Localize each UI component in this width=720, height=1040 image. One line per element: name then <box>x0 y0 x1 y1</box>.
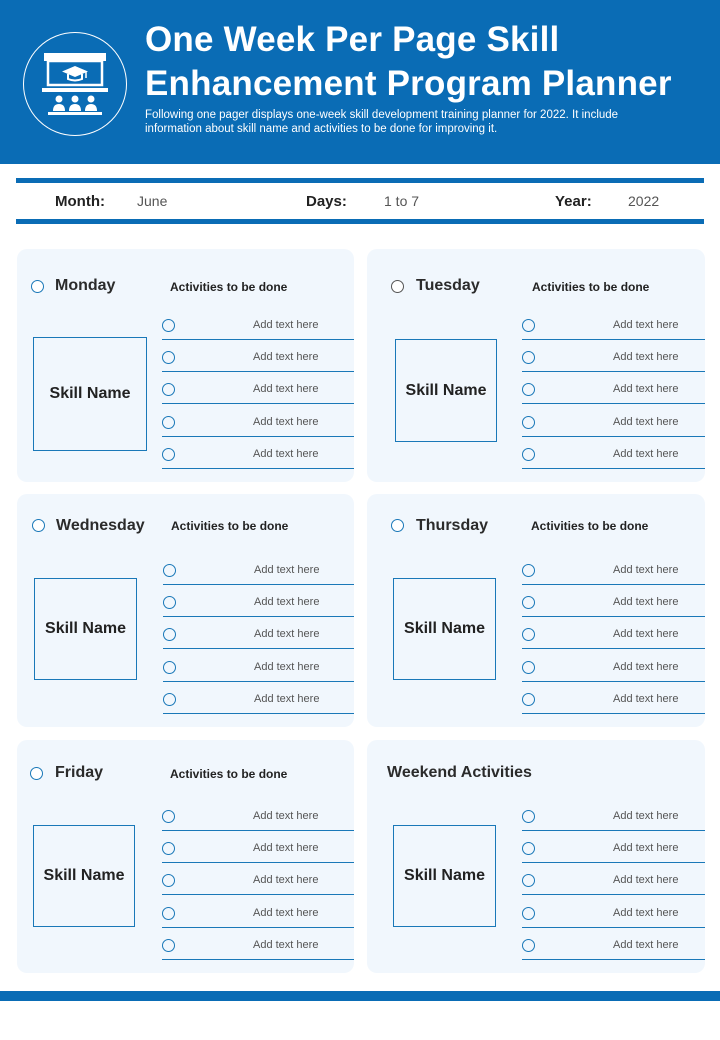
activity-row[interactable] <box>522 437 705 469</box>
header-banner <box>0 0 720 164</box>
activity-row[interactable] <box>162 340 354 372</box>
activities-heading: Activities to be done <box>171 519 289 533</box>
year-label: Year: <box>555 193 592 210</box>
activity-row[interactable] <box>162 831 354 863</box>
checkbox-circle-icon[interactable] <box>162 416 175 429</box>
activity-row[interactable] <box>522 372 705 404</box>
checkbox-circle-icon[interactable] <box>522 448 535 461</box>
activity-row[interactable] <box>162 863 354 895</box>
activity-text[interactable]: Add text here <box>253 907 319 919</box>
day-name: Monday <box>55 277 116 294</box>
checkbox-circle-icon[interactable] <box>162 939 175 952</box>
day-radio-icon[interactable] <box>31 280 44 293</box>
activity-row[interactable] <box>522 928 705 960</box>
skill-name: Skill Name <box>404 620 485 637</box>
activity-text[interactable]: Add text here <box>613 693 679 705</box>
activity-row[interactable] <box>522 308 705 340</box>
checkbox-circle-icon[interactable] <box>522 907 535 920</box>
skill-name: Skill Name <box>43 867 125 884</box>
checkbox-circle-icon[interactable] <box>163 661 176 674</box>
activity-text[interactable]: Add text here <box>613 319 679 331</box>
checkbox-circle-icon[interactable] <box>162 383 175 396</box>
checkbox-circle-icon[interactable] <box>522 810 535 823</box>
skill-name-box[interactable] <box>393 578 496 680</box>
checkbox-circle-icon[interactable] <box>163 596 176 609</box>
skill-name: Skill Name <box>404 867 485 884</box>
activity-text[interactable]: Add text here <box>253 842 319 854</box>
activity-text[interactable]: Add text here <box>253 351 319 363</box>
year-value[interactable]: 2022 <box>628 193 660 209</box>
activity-row[interactable] <box>162 799 354 831</box>
title-line-2: Enhancement Program Planner <box>145 64 672 103</box>
activity-row[interactable] <box>163 650 354 682</box>
activities-heading: Activities to be done <box>531 519 649 533</box>
checkbox-circle-icon[interactable] <box>162 448 175 461</box>
activity-row[interactable] <box>162 896 354 928</box>
checkbox-circle-icon[interactable] <box>162 842 175 855</box>
day-card-friday <box>17 740 354 973</box>
day-name: Weekend Activities <box>387 764 532 781</box>
skill-name-box[interactable] <box>34 578 137 680</box>
skill-name: Skill Name <box>405 381 487 399</box>
activity-text[interactable]: Add text here <box>253 939 319 951</box>
activity-row[interactable] <box>163 617 354 649</box>
day-card-thursday <box>367 494 705 727</box>
checkbox-circle-icon[interactable] <box>522 319 535 332</box>
activity-text[interactable]: Add text here <box>254 661 320 673</box>
activity-text[interactable]: Add text here <box>613 596 679 608</box>
checkbox-circle-icon[interactable] <box>522 661 535 674</box>
activity-row[interactable] <box>522 682 705 714</box>
info-bar <box>16 178 704 224</box>
day-name: Thursday <box>416 517 489 534</box>
activity-row[interactable] <box>162 437 354 469</box>
skill-name: Skill Name <box>45 620 126 637</box>
month-label: Month: <box>55 193 105 210</box>
subtitle-line-2: information about skill name and activities to be done for improving it. <box>145 123 498 135</box>
skill-name-box[interactable] <box>393 825 496 927</box>
activity-row[interactable] <box>522 799 705 831</box>
checkbox-circle-icon[interactable] <box>522 564 535 577</box>
activity-text[interactable]: Add text here <box>253 319 319 331</box>
day-radio-icon[interactable] <box>30 767 43 780</box>
checkbox-circle-icon[interactable] <box>163 628 176 641</box>
skill-name-box[interactable] <box>395 339 497 442</box>
day-card-monday <box>17 249 354 482</box>
day-radio-icon[interactable] <box>391 280 404 293</box>
activity-row[interactable] <box>162 308 354 340</box>
month-value[interactable]: June <box>137 193 168 209</box>
activity-text[interactable]: Add text here <box>613 628 679 640</box>
day-radio-icon[interactable] <box>391 519 404 532</box>
activity-text[interactable]: Add text here <box>254 564 320 576</box>
activity-row[interactable] <box>522 650 705 682</box>
activity-text[interactable]: Add text here <box>253 810 319 822</box>
footer-bar <box>0 991 720 1001</box>
activity-text[interactable]: Add text here <box>253 874 319 886</box>
activity-row[interactable] <box>522 831 705 863</box>
day-radio-icon[interactable] <box>32 519 45 532</box>
activity-text[interactable]: Add text here <box>254 693 320 705</box>
days-value[interactable]: 1 to 7 <box>384 193 420 209</box>
day-name: Tuesday <box>416 277 480 294</box>
activity-text[interactable]: Add text here <box>613 351 679 363</box>
checkbox-circle-icon[interactable] <box>162 810 175 823</box>
activity-text[interactable]: Add text here <box>613 564 679 576</box>
checkbox-circle-icon[interactable] <box>163 564 176 577</box>
day-name: Wednesday <box>56 517 145 534</box>
activities-heading: Activities to be done <box>170 767 288 781</box>
checkbox-circle-icon[interactable] <box>522 693 535 706</box>
activities-heading: Activities to be done <box>532 280 650 294</box>
checkbox-circle-icon[interactable] <box>162 351 175 364</box>
activity-row[interactable] <box>522 863 705 895</box>
activity-text[interactable]: Add text here <box>613 661 679 673</box>
page-subtitle <box>145 108 685 136</box>
day-card-weekend <box>367 740 705 973</box>
checkbox-circle-icon[interactable] <box>522 874 535 887</box>
checkbox-circle-icon[interactable] <box>522 351 535 364</box>
activity-text[interactable]: Add text here <box>253 416 319 428</box>
day-name: Friday <box>55 764 104 781</box>
activity-text[interactable]: Add text here <box>613 874 679 886</box>
activities-heading: Activities to be done <box>170 280 288 294</box>
day-card-wednesday <box>17 494 354 727</box>
activity-row[interactable] <box>162 928 354 960</box>
activity-text[interactable]: Add text here <box>613 448 679 460</box>
checkbox-circle-icon[interactable] <box>522 842 535 855</box>
activity-row[interactable] <box>522 617 705 649</box>
checkbox-circle-icon[interactable] <box>522 416 535 429</box>
activity-row[interactable] <box>522 553 705 585</box>
activity-text[interactable]: Add text here <box>613 383 679 395</box>
checkbox-circle-icon[interactable] <box>522 939 535 952</box>
skill-name-box[interactable] <box>33 337 147 451</box>
activity-row[interactable] <box>163 553 354 585</box>
skill-name-box[interactable] <box>33 825 135 927</box>
day-card-tuesday <box>367 249 705 482</box>
checkbox-circle-icon[interactable] <box>162 907 175 920</box>
activity-text[interactable]: Add text here <box>613 939 679 951</box>
activity-row[interactable] <box>163 585 354 617</box>
checkbox-circle-icon[interactable] <box>522 383 535 396</box>
activity-row[interactable] <box>522 340 705 372</box>
title-line-1: One Week Per Page Skill <box>145 20 560 59</box>
activity-text[interactable]: Add text here <box>253 383 319 395</box>
checkbox-circle-icon[interactable] <box>162 319 175 332</box>
checkbox-circle-icon[interactable] <box>522 596 535 609</box>
activity-text[interactable]: Add text here <box>253 448 319 460</box>
activity-text[interactable]: Add text here <box>254 596 320 608</box>
activity-row[interactable] <box>522 585 705 617</box>
checkbox-circle-icon[interactable] <box>162 874 175 887</box>
activity-row[interactable] <box>522 405 705 437</box>
subtitle-line-1: Following one pager displays one-week skill development training planner for 2022. It include <box>145 109 619 121</box>
activity-row[interactable] <box>162 372 354 404</box>
activity-text[interactable]: Add text here <box>613 907 679 919</box>
activity-text[interactable]: Add text here <box>254 628 320 640</box>
activity-row[interactable] <box>162 405 354 437</box>
activity-text[interactable]: Add text here <box>613 416 679 428</box>
checkbox-circle-icon[interactable] <box>163 693 176 706</box>
activity-row[interactable] <box>163 682 354 714</box>
activity-text[interactable]: Add text here <box>613 842 679 854</box>
page-title <box>145 18 715 106</box>
checkbox-circle-icon[interactable] <box>522 628 535 641</box>
days-label: Days: <box>306 193 347 210</box>
activity-row[interactable] <box>522 896 705 928</box>
skill-name: Skill Name <box>49 385 131 402</box>
presentation-graduation-icon <box>23 32 127 136</box>
activity-text[interactable]: Add text here <box>613 810 679 822</box>
